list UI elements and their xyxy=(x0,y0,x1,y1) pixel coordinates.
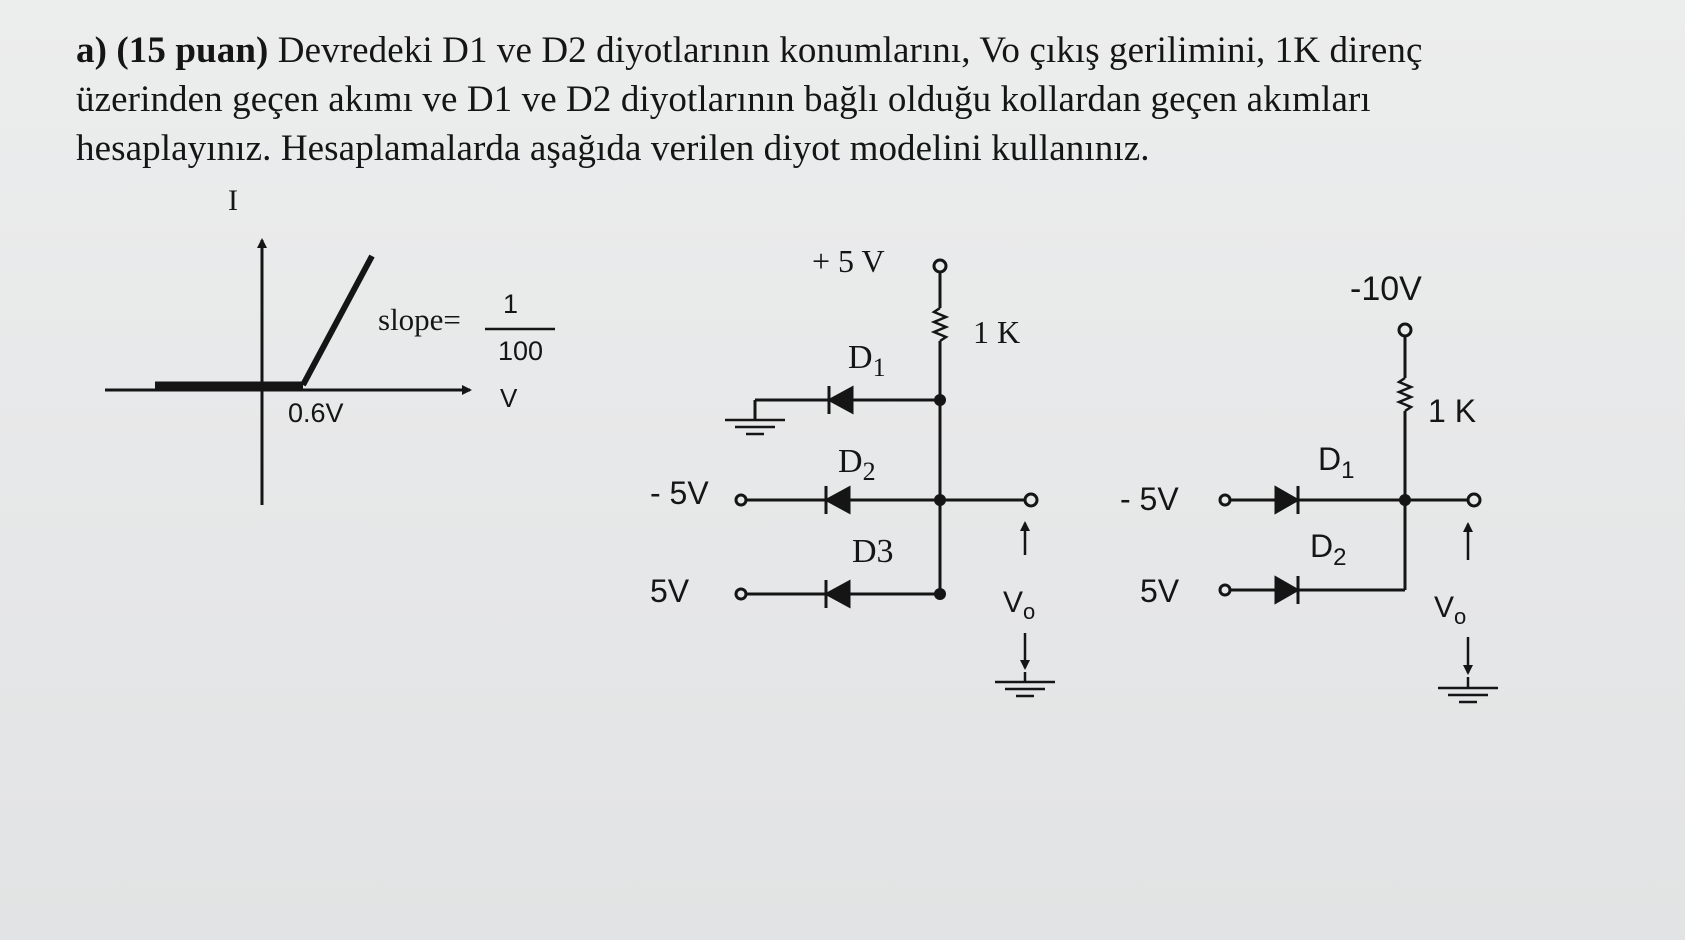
current-axis-label: I xyxy=(228,184,238,217)
diode-d1-circuit-1 xyxy=(829,386,852,414)
d1-label-circuit-2: $D_1$ xyxy=(1318,441,1355,484)
on-region-line xyxy=(303,256,372,385)
diode-d2-circuit-1 xyxy=(826,486,849,514)
vo-subscript-circuit-1: o xyxy=(1023,599,1036,624)
resistor-label-circuit-1: 1 K xyxy=(973,314,1021,350)
knee-voltage-label: 0.6V xyxy=(288,398,344,428)
problem-line-3: hesaplayınız. Hesaplamalarda aşağıda verilen diyot modelini kullanınız. xyxy=(76,128,1150,169)
input-terminal-5v-circuit-1 xyxy=(736,589,746,599)
input-label-5v-circuit-2: 5V xyxy=(1140,573,1180,609)
output-terminal-circuit-1 xyxy=(1025,494,1037,506)
d2-subscript-circuit-1: 2 xyxy=(862,457,876,486)
points-label: (15 puan) xyxy=(116,30,269,71)
slope-numerator: 1 xyxy=(503,289,519,319)
supply-terminal-1 xyxy=(934,260,946,272)
voltage-axis-label: V xyxy=(500,383,518,413)
diode-d2-circuit-2 xyxy=(1276,576,1298,604)
supply-label-circuit-1: + 5 V xyxy=(812,243,885,279)
input-terminal-minus5v-circuit-1 xyxy=(736,495,746,505)
resistor-label-circuit-2: 1 K xyxy=(1428,393,1477,429)
vo-label-circuit-1: $V_o$ xyxy=(1003,586,1036,624)
diode-d1-circuit-2 xyxy=(1276,486,1298,514)
circuit-2 xyxy=(1220,324,1498,702)
output-terminal-circuit-2 xyxy=(1468,494,1480,506)
slope-label: slope= xyxy=(378,302,461,337)
supply-terminal-2 xyxy=(1399,324,1411,336)
d1-subscript-circuit-2: 1 xyxy=(1341,457,1355,484)
d1-subscript-circuit-1: 1 xyxy=(872,353,886,382)
vo-label-circuit-2: $V_o$ xyxy=(1434,591,1467,629)
input-label-5v-circuit-1: 5V xyxy=(650,573,690,609)
problem-line-1-text: Devredeki D1 ve D2 diyotlarının konumlarını, Vo çıkış gerilimini, 1K direnç xyxy=(277,30,1423,71)
vo-subscript-circuit-2: o xyxy=(1454,604,1467,629)
supply-label-circuit-2: -10V xyxy=(1350,270,1422,308)
diode-d3-circuit-1 xyxy=(826,580,849,608)
input-label-minus5v-circuit-2: - 5V xyxy=(1120,481,1179,517)
diode-model-graph xyxy=(105,240,555,505)
d3-label-circuit-1: D3 xyxy=(852,533,894,570)
junction-dots-circuit-2 xyxy=(1399,494,1411,506)
slope-denominator: 100 xyxy=(498,336,544,366)
input-label-minus5v-circuit-1: - 5V xyxy=(650,475,709,511)
input-terminal-minus5v-circuit-2 xyxy=(1220,495,1230,505)
d1-label-circuit-1: $D_1$ xyxy=(848,339,886,382)
ground-symbol-vo-circuit-1 xyxy=(995,672,1055,696)
part-label: a) xyxy=(76,30,108,71)
resistor-1k-circuit-1 xyxy=(934,308,946,341)
problem-line-2: üzerinden geçen akımı ve D1 ve D2 diyotlarının bağlı olduğu kollardan geçen akımları xyxy=(76,79,1371,120)
ground-symbol-d1 xyxy=(725,420,785,434)
d2-label-circuit-1: $D_2$ xyxy=(838,443,876,486)
d2-subscript-circuit-2: 2 xyxy=(1333,544,1347,571)
d2-label-circuit-2: $D_2$ xyxy=(1310,528,1347,571)
ground-symbol-vo-circuit-2 xyxy=(1438,677,1498,702)
input-terminal-5v-circuit-2 xyxy=(1220,585,1230,595)
resistor-1k-circuit-2 xyxy=(1399,378,1411,411)
